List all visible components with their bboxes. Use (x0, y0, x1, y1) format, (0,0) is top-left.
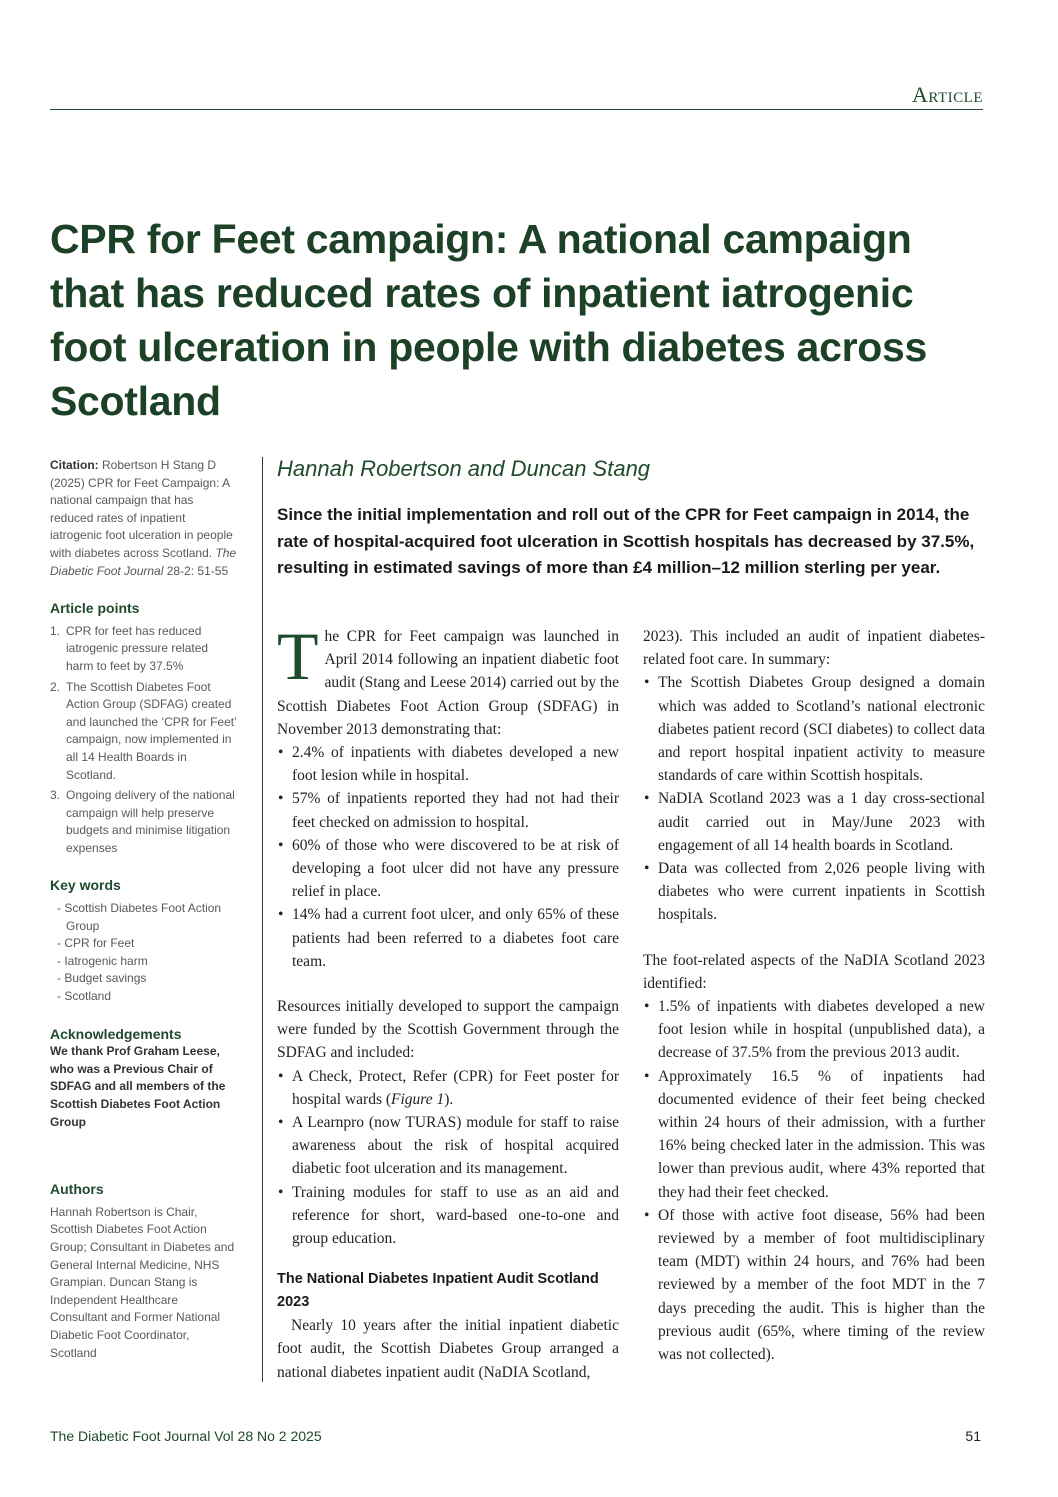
list-item: • 14% had a current foot ulcer, and only 65% of these patients had been referred to a diabetes foot care team. (277, 903, 619, 973)
key-word: - Budget savings (57, 971, 147, 986)
foot-aspects-paragraph: The foot-related aspects of the NaDIA Scotland 2023 identified: (643, 951, 985, 992)
audit-findings-list (277, 741, 619, 973)
footer-journal: The Diabetic Foot Journal Vol 28 No 2 2025 (50, 1428, 322, 1444)
header-rule (50, 109, 983, 110)
article-title: CPR for Feet campaign: A national campaign that has reduced rates of inpatient iatrogenic foot ulceration in people with diabetes across Scotland (50, 216, 927, 424)
article-point: 1. CPR for feet has reduced iatrogenic pressure related harm to feet by 37.5% (50, 623, 209, 673)
article-points (50, 600, 238, 857)
citation-label: Citation: (50, 458, 99, 472)
nadia-findings-list (643, 995, 985, 1366)
citation-ref: 28-2: 51-55 (166, 563, 229, 578)
list-item: • 2.4% of inpatients with diabetes developed a new foot lesion while in hospital. (277, 741, 619, 787)
key-words-heading: Key words (50, 877, 121, 894)
body-column-2 (643, 625, 985, 1366)
list-item: • Of those with active foot disease, 56% had been reviewed by a member of foot multidisciplinary team (MDT) within 24 hours, and 76% had been reviewed by a member of the foot MDT in the 7 days preceding the audit. This is higher than the previous audit (65%, where timing of the review was not collected). (643, 1204, 985, 1366)
article-point: 2. The Scottish Diabetes Foot Action Group (SDFAG) created and launched the ‘CPR for Feet’ campaign, now implemented in all 14 Health Boards in Scotland. (50, 679, 237, 782)
key-words (50, 877, 238, 1005)
authors-bio (50, 1181, 238, 1362)
section-subheading: The National Diabetes Inpatient Audit Scotland 2023 (277, 1271, 599, 1311)
list-item: • A Check, Protect, Refer (CPR) for Feet poster for hospital wards (Figure 1). (277, 1065, 619, 1111)
resources-list (277, 1065, 619, 1251)
citation-journal: The Diabetic Foot Journal (50, 545, 237, 578)
intro-paragraph: The CPR for Feet campaign was launched in April 2014 following an inpatient diabetic foot audit (Stang and Leese 2014) carried out by the Scottish Diabetes Foot Action Group (SDFAG) in November 2013 demonstrating that: (277, 618, 619, 738)
article-point: 3. Ongoing delivery of the national campaign will help preserve budgets and minimise litigation expenses (50, 788, 235, 855)
list-item: • NaDIA Scotland 2023 was a 1 day cross-sectional audit carried out in May/June 2023 with engagement of all 14 health boards in Scotland. (643, 787, 985, 857)
list-item: • A Learnpro (now TURAS) module for staff to raise awareness about the risk of hospital acquired diabetic foot ulceration and its management. (277, 1111, 619, 1181)
list-item: • 60% of those who were discovered to be at risk of developing a foot ulcer did not have any pressure relief in place. (277, 834, 619, 904)
page-number: 51 (965, 1428, 981, 1444)
figure-reference: Figure 1 (391, 1090, 445, 1108)
section-label: Article (912, 82, 983, 107)
key-word: - CPR for Feet (57, 936, 135, 951)
acknowledgements (50, 1026, 238, 1132)
list-item: • The Scottish Diabetes Group designed a domain which was added to Scotland’s national electronic diabetes patient record (SCI diabetes) to collect data and report hospital inpatient activity to measure standards of care within Scottish hospitals. (643, 671, 985, 787)
nadia-paragraph: Nearly 10 years after the initial inpatient diabetic foot audit, the Scottish Diabetes Group arranged a national diabetes inpatient audit (NaDIA Scotland, (277, 1317, 619, 1381)
citation-text: Robertson H Stang D (2025) CPR for Feet Campaign: A national campaign that has reduced rates of inpatient iatrogenic foot ulceration in people with diabetes across Scotland. (50, 458, 233, 560)
resources-paragraph: Resources initially developed to support the campaign were funded by the Scottish Government through the SDFAG and included: (277, 998, 619, 1062)
list-item: • Data was collected from 2,026 people living with diabetes who were current inpatients in Scottish hospitals. (643, 857, 985, 927)
key-word: - Scotland (57, 989, 112, 1004)
list-item: • 57% of inpatients reported they had not had their feet checked on admission to hospital. (277, 787, 619, 833)
citation (50, 457, 238, 580)
column-divider (262, 457, 263, 1382)
drop-cap: T (277, 618, 319, 694)
list-item: • 1.5% of inpatients with diabetes developed a new foot lesion while in hospital (unpublished data), a decrease of 37.5% from the previous 2013 audit. (643, 995, 985, 1065)
article-points-heading: Article points (50, 600, 140, 617)
key-word: - Iatrogenic harm (57, 953, 148, 968)
continued-paragraph: 2023). This included an audit of inpatient diabetes-related foot care. In summary: (643, 628, 985, 669)
standfirst: Since the initial implementation and roll out of the CPR for Feet campaign in 2014, the rate of hospital-acquired foot ulceration in Scottish hospitals has decreased by 37.5%, resulting in estimated savings of more than £4 million–12 million sterling per year. (277, 505, 975, 577)
sidebar (50, 457, 238, 1382)
ack-text: We thank Prof Graham Leese, who was a Previous Chair of SDFAG and all members of the Scottish Diabetes Foot Action Group (50, 1044, 226, 1129)
list-item: • Approximately 16.5 % of inpatients had documented evidence of their feet being checked within 24 hours of their admission, with a further 16% being checked later in the admission. This was lower than previous audit, where 43% reported that they had their feet checked. (643, 1065, 985, 1204)
byline: Hannah Robertson and Duncan Stang (277, 456, 651, 481)
authors-heading: Authors (50, 1181, 104, 1198)
authors-text: Hannah Robertson is Chair, Scottish Diabetes Foot Action Group; Consultant in Diabetes and General Internal Medicine, NHS Grampian. Duncan Stang is Independent Healthcare Consultant and Former National Diabetic Foot Coordinator, Scotland (50, 1204, 235, 1360)
ack-heading: Acknowledgements (50, 1025, 182, 1042)
key-word: - Scottish Diabetes Foot Action Group (57, 901, 222, 933)
list-item: • Training modules for staff to use as an aid and reference for short, ward-based one-to-one and group education. (277, 1181, 619, 1251)
summary-list (643, 671, 985, 926)
body-column-1 (277, 618, 619, 1384)
